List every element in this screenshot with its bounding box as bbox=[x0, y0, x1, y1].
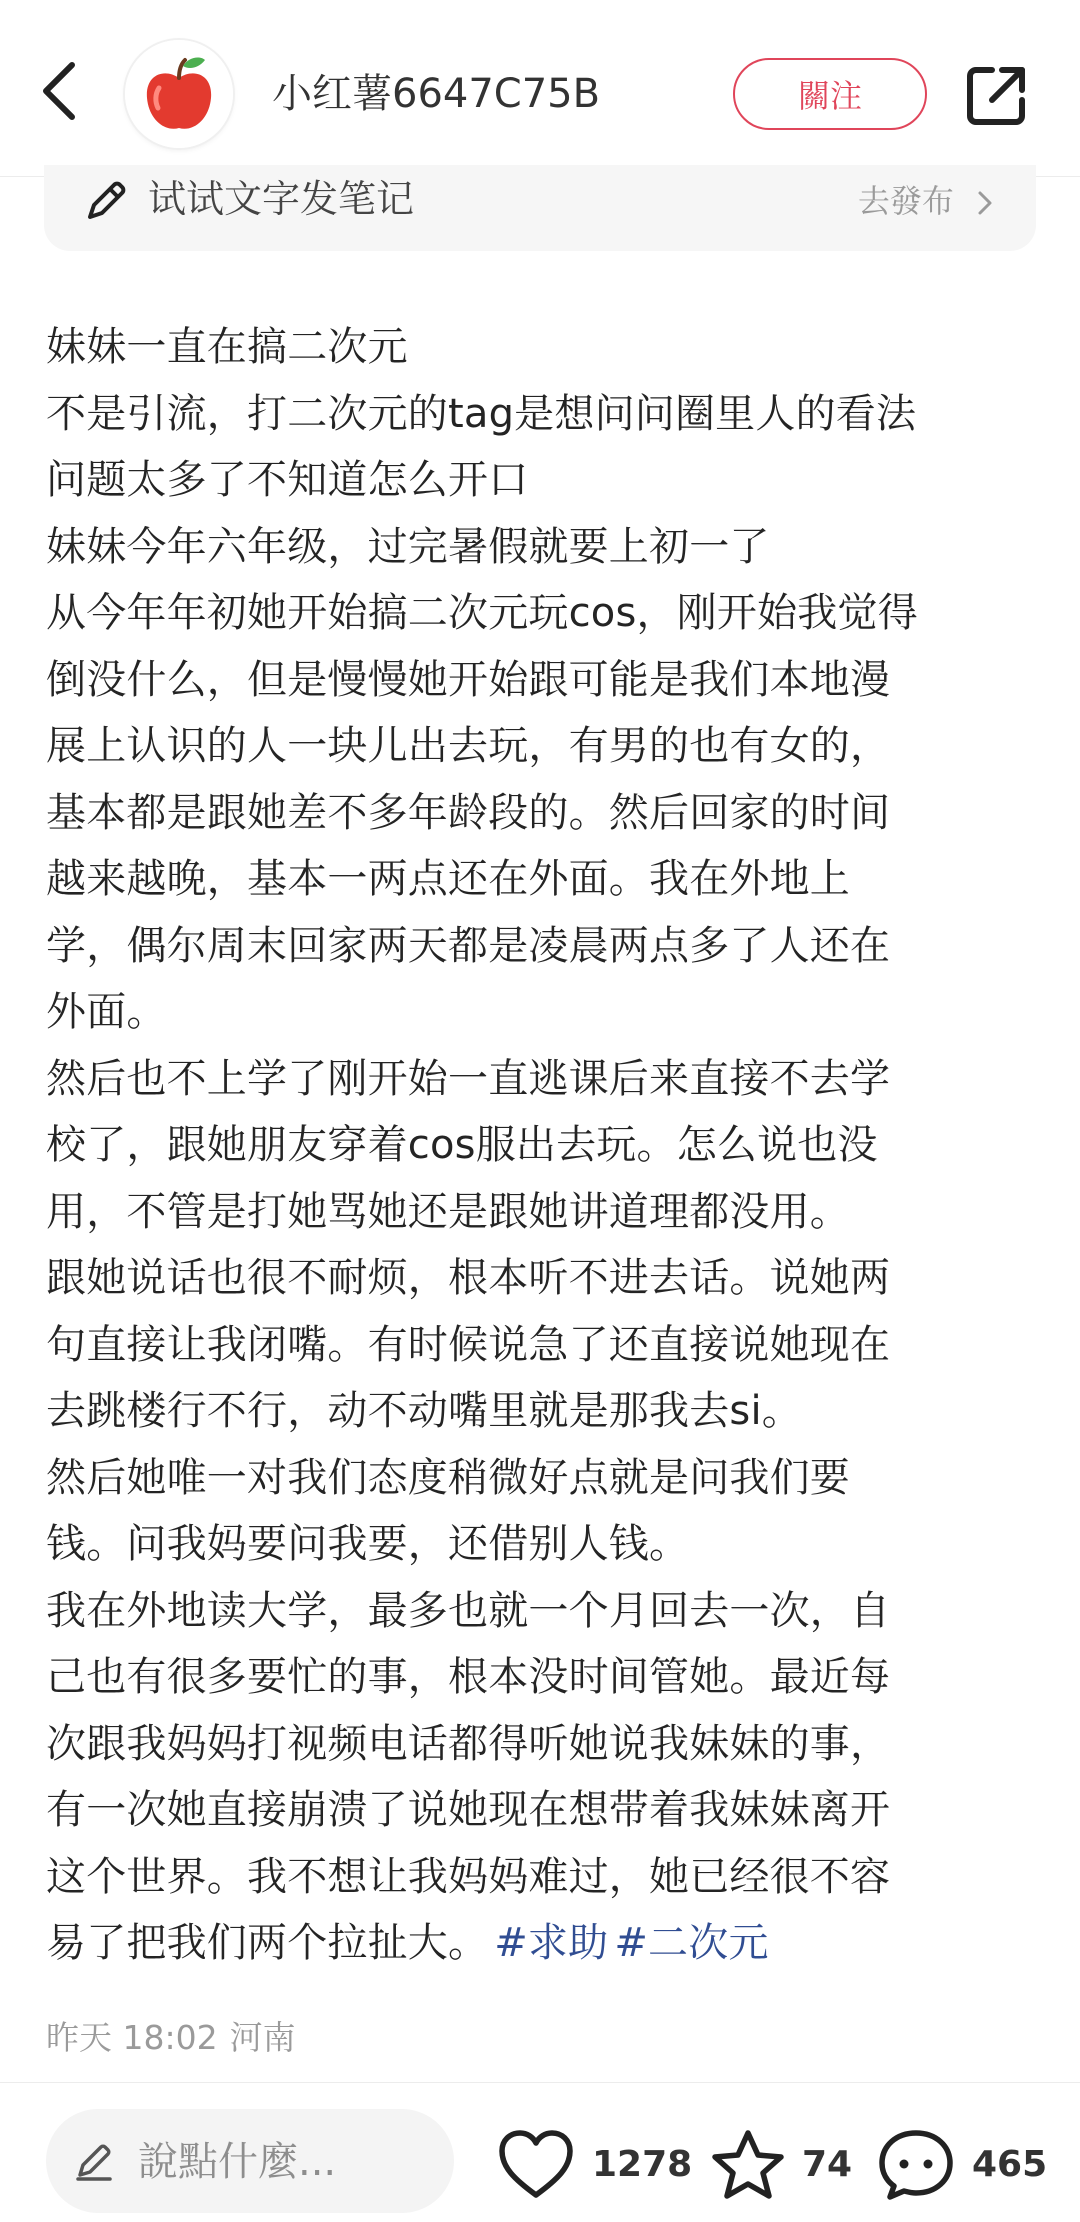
post-meta bbox=[46, 2013, 296, 2063]
post-line-text: 易了把我们两个拉扯大。 bbox=[46, 1920, 489, 1966]
hashtag-acg[interactable]: #二次元 bbox=[614, 1920, 769, 1966]
post-line: 然后也不上学了刚开始一直逃课后来直接不去学 bbox=[46, 1055, 891, 1102]
post-line: 己也有很多要忙的事，根本没时间管她。最近每 bbox=[46, 1654, 891, 1700]
share-icon bbox=[962, 60, 1032, 130]
post-location: 河南 bbox=[229, 2018, 296, 2057]
share-button[interactable] bbox=[962, 60, 1032, 130]
post-line: 倒没什么，但是慢慢她开始跟可能是我们本地漫 bbox=[46, 656, 891, 703]
post-line: 去跳楼行不行，动不动嘴里就是那我去si。 bbox=[46, 1388, 802, 1434]
hashtag-help[interactable]: #求助 bbox=[494, 1920, 609, 1966]
post-line: 学，偶尔周末回家两天都是凌晨两点多了人还在 bbox=[46, 922, 891, 969]
top-nav-bar bbox=[0, 0, 1080, 177]
post-line: 这个世界。我不想让我妈妈难过，她已经很不容 bbox=[46, 1853, 891, 1900]
post-line: 从今年年初她开始搞二次元玩cos，刚开始我觉得 bbox=[46, 590, 918, 636]
post-line: 妹妹一直在搞二次元 bbox=[46, 324, 408, 370]
comment-input[interactable] bbox=[46, 2109, 454, 2213]
comment-placeholder: 說點什麼... bbox=[138, 2139, 337, 2185]
follow-button[interactable]: 關注 bbox=[733, 58, 927, 130]
comment-count: 465 bbox=[972, 2144, 1048, 2185]
post-line: 外面。 bbox=[46, 989, 167, 1035]
comment-bubble-icon bbox=[876, 2127, 956, 2203]
publish-link[interactable] bbox=[858, 177, 996, 225]
apple-avatar-icon bbox=[125, 40, 233, 148]
post-line: 越来越晚，基本一两点还在外面。我在外地上 bbox=[46, 856, 850, 902]
username[interactable]: 小红薯6647C75B bbox=[272, 71, 601, 117]
post-line: 跟她说话也很不耐烦，根本听不进去话。说她两 bbox=[46, 1255, 891, 1301]
back-button[interactable] bbox=[30, 55, 90, 125]
like-button[interactable] bbox=[496, 2127, 693, 2203]
post-time: 昨天 18:02 bbox=[46, 2018, 218, 2057]
bottom-action-bar bbox=[0, 2082, 1080, 2222]
post-line: 展上认识的人一块儿出去玩，有男的也有女的， bbox=[46, 723, 891, 769]
chevron-right-icon bbox=[974, 187, 996, 219]
post-line: 有一次她直接崩溃了说她现在想带着我妹妹离开 bbox=[46, 1787, 891, 1833]
heart-icon bbox=[496, 2127, 576, 2203]
post-line: 我在外地读大学，最多也就一个月回去一次，自 bbox=[46, 1587, 891, 1634]
post-line: 妹妹今年六年级，过完暑假就要上初一了 bbox=[46, 523, 770, 570]
like-count: 1278 bbox=[592, 2144, 693, 2185]
post-line: 句直接让我闭嘴。有时候说急了还直接说她现在 bbox=[46, 1321, 891, 1368]
text-note-prompt-label: 试试文字发笔记 bbox=[148, 177, 415, 221]
comment-button[interactable] bbox=[876, 2127, 1076, 2203]
post-line: 不是引流，打二次元的tag是想问问圈里人的看法 bbox=[46, 390, 917, 437]
post-line: 校了，跟她朋友穿着cos服出去玩。怎么说也没 bbox=[46, 1122, 878, 1168]
pencil-icon bbox=[80, 177, 130, 227]
star-icon bbox=[708, 2127, 788, 2203]
avatar[interactable] bbox=[125, 40, 233, 148]
favorite-button[interactable] bbox=[708, 2127, 853, 2203]
post-line: 然后她唯一对我们态度稍微好点就是问我们要 bbox=[46, 1454, 850, 1501]
text-note-prompt[interactable] bbox=[44, 165, 1036, 251]
publish-link-label: 去發布 bbox=[857, 182, 954, 220]
post-line: 用，不管是打她骂她还是跟她讲道理都没用。 bbox=[46, 1188, 850, 1235]
post-line: 次跟我妈妈打视频电话都得听她说我妹妹的事， bbox=[46, 1720, 891, 1767]
favorite-count: 74 bbox=[802, 2144, 853, 2185]
chevron-left-icon bbox=[30, 55, 90, 125]
post-content bbox=[46, 314, 1036, 1977]
pencil-icon bbox=[72, 2139, 116, 2183]
post-line: 基本都是跟她差不多年龄段的。然后回家的时间 bbox=[46, 789, 891, 836]
post-line-last bbox=[46, 1910, 1036, 1977]
post-line: 钱。问我妈要问我要，还借别人钱。 bbox=[46, 1521, 690, 1567]
post-line: 问题太多了不知道怎么开口 bbox=[46, 457, 529, 503]
